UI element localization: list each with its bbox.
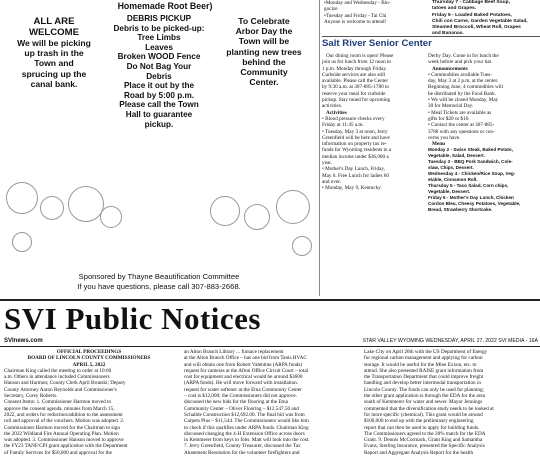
text-line: Chili con Carne, Garden Vegetable Salad, [432, 18, 528, 24]
text-line: cerns you have. [428, 134, 461, 141]
text-line: in Kemmerer from keys to fobs. Matt will look into the cost. [184, 437, 310, 444]
flyer-line: Broken WOOD Fence [117, 52, 201, 62]
text-line: request for water softener at the Etna Community Center [184, 386, 302, 393]
text-line: Cordon Bleu, Cheesy Potatoes, Vegetable, [428, 201, 521, 207]
text-line: Vegetable, Dessert. [428, 189, 471, 195]
flyer-line: Community [240, 67, 288, 78]
senior-center-title: Salt River Senior Center [322, 38, 432, 49]
flower-doodle [40, 196, 64, 220]
text-line: Hanson and Harmon; County Clerk April Brunski; Deputy [4, 380, 126, 387]
text-line: $100,000 to end up with the preliminary engineering [364, 418, 474, 425]
flyer-line: behind the [242, 56, 286, 67]
text-line: join us for lunch from 12 noon to [322, 59, 392, 66]
text-line: funds for Wyoming residents in a [322, 147, 392, 154]
section-rule [322, 36, 540, 37]
flower-doodle [6, 182, 38, 214]
flyer-line: Tree Limbs [137, 33, 181, 43]
flyer-right-block [212, 16, 316, 87]
text-line: Thursday 7 - Cabbage Beef Soup, [432, 0, 510, 5]
text-line: roll and approval of the vouchers. Motion was adopted. 2. [4, 418, 125, 425]
flyer-line: Please call the Town [119, 100, 199, 110]
text-line: Monday 2 - Swiss Steak, Baked Potato, [428, 147, 514, 153]
masthead-site: SVInews.com [4, 338, 43, 344]
flyer-line: Town and [34, 58, 74, 69]
text-line: cost for equipment and electrical would be around $3600 [184, 374, 303, 381]
text-line: gifts for $20 or $10. [428, 115, 470, 122]
text-line: by 9:30 a.m. at 307-885-1780 to [322, 84, 389, 91]
text-line: Carpets Plus – $11,544. The Commissioners would like him [184, 418, 309, 425]
flyer-line: Town will be [238, 36, 290, 47]
text-line: Report and Aggregate Analysis Report for the health [364, 449, 474, 456]
flyer-line: Leaves [145, 42, 173, 52]
masthead-rule-bottom [0, 346, 540, 347]
flyer-line: Place it out by the [123, 81, 195, 91]
text-line: • Mother's Day Lunch, Friday, [322, 166, 385, 173]
text-line: May 6. Free Lunch for ladies 60 [322, 172, 389, 179]
notice-heading: OFFICIAL PROCEEDINGS [56, 349, 122, 355]
text-line: County Attorney Aaron Reynolds and Commissioner's [4, 386, 117, 393]
text-line: (ARPA funds). He will move forward with installation. [184, 380, 299, 387]
text-line: • Meal Tickets are available as [428, 109, 492, 116]
text-line: and Bananas. [432, 31, 464, 37]
text-line: the Transportation Department that could improve freight [364, 374, 484, 381]
text-line: was adopted. 3. Commissioner Hanson moved to approve [4, 437, 124, 444]
text-line: Abatement Resolution for the volunteer firefighters and [184, 449, 300, 456]
text-line: Bread, Strawberry Shortcake. [428, 207, 493, 213]
text-line: Thursday 5 - Taco Salad, Corn chips, [428, 183, 509, 189]
flyer-line: ALL ARE [33, 16, 75, 27]
flyer-line: pickup. [144, 119, 174, 129]
flyer-line: Center. [249, 77, 279, 88]
text-line: Friday 6 - Mother's Day Lunch, Chicken [428, 195, 514, 201]
text-line: be distributed by the Food Bank. [428, 90, 497, 97]
text-line: The Commissioners agreed to the 20% match for the EDA [364, 430, 486, 437]
activities-snippet [324, 0, 424, 25]
text-line: and over. [322, 178, 342, 185]
text-line: • Commodities available Tues- [428, 71, 492, 78]
text-line: year. [322, 160, 332, 167]
text-line: the other grant application is through the EDA for the area [364, 393, 486, 400]
text-line: discussed changing the 4-H Extension Office across doors [184, 430, 305, 437]
flyer-line: canal bank. [30, 78, 78, 89]
text-line: slaw, Chips, Dessert. [428, 165, 474, 171]
text-line: Lincoln County. The funds can only be used for planning; [364, 386, 485, 393]
text-line: tatoes and Grapes. [432, 6, 477, 12]
flyer-debris-block [104, 14, 214, 129]
text-line: – cost is $12,000; the Commissioners did not approve. [184, 393, 297, 400]
text-line: commented that the diversification study needs to be looked at [364, 405, 494, 412]
menu-heading: Menu [432, 141, 445, 148]
text-line: •Tuesday and Friday - Tai Chi [324, 12, 387, 19]
text-line: the FY23 TANF/CPI grant application with the Department [4, 443, 128, 450]
text-line: 3780 with any questions or con- [428, 128, 495, 135]
event-flyer [0, 0, 318, 296]
text-line: the 2022 Wildland Fire Annual Operating Plan. Motion [4, 430, 119, 437]
text-line: information on property tax re- [322, 141, 387, 148]
text-line: Greenfield will be here and have [322, 134, 390, 141]
text-line: available. Please call the Center [322, 78, 389, 85]
text-line: report that can then be used to apply for building funds. [364, 424, 480, 431]
text-line: • We will be closed Monday, May [428, 97, 499, 104]
text-line: Wednesday 4 - Chicken/Rice Soup, Veg- [428, 171, 516, 177]
text-line: Vegetable, Salad, Dessert. [428, 153, 485, 159]
text-line: Derby Day. Come in for lunch the [428, 53, 499, 59]
flyer-line: Hall to guarantee [125, 109, 193, 119]
text-line: pickup. Stay tuned for upcoming [322, 97, 391, 104]
text-line: • Tuesday, May 3 at noon, Jerry [322, 128, 388, 135]
flyer-line: Do Not Bag Your [126, 61, 192, 71]
text-line: Our dining room is open! Please [326, 53, 394, 59]
text-line: and will obtain one from Robert Valentine (ARPA funds) [184, 361, 303, 368]
notice-column-3 [364, 349, 536, 456]
activities-heading: Activities [326, 109, 347, 116]
text-line: handling and develop better intermodal transportation in [364, 380, 481, 387]
menu-snippet [432, 0, 540, 38]
notice-column-1 [4, 349, 174, 456]
text-line: •Monday and Wednesday - Bin- [324, 0, 391, 6]
column-divider [319, 0, 320, 296]
flower-doodle [244, 204, 270, 230]
senior-column-2 [428, 53, 536, 213]
text-line: a.m. Others in attendance included Commissioners [4, 374, 110, 381]
text-line: Friday at 11:45 a.m. [322, 122, 364, 129]
text-line: Consent Items: 1. Commissioner Harmon moved to [4, 399, 112, 406]
announcements-heading: Announcements [432, 65, 468, 72]
flyer-line: We will be picking [17, 38, 91, 48]
text-line: median income under $36,000 a [322, 153, 389, 160]
masthead-title: SVI Public Notices [4, 301, 261, 336]
text-line: 7. Jerry Greenfield, County Treasurer, discussed the Tax [184, 443, 301, 450]
text-line: gocize [324, 6, 338, 13]
senior-column-1 [322, 53, 422, 192]
text-line: etable, Cinnamon Roll. [428, 177, 478, 183]
text-line: for more specific (chemical). This grant would be around [364, 411, 483, 418]
text-line: of Family Services for $50,000 and approval for the [4, 449, 112, 456]
flower-doodle [210, 196, 240, 226]
flyer-left-block [2, 16, 106, 89]
text-line: day, May 3 at 2 p.m. at the center. [428, 78, 499, 85]
text-line: Commissioner Harmon moved for the Chairman to sign [4, 424, 120, 431]
flyer-line: Arbor Day the [235, 26, 293, 37]
text-line: Lake City on April 26th with the US Department of Energy [364, 349, 488, 355]
flyer-sponsor: Sponsored by Thayne Beautification Committee [78, 272, 240, 281]
text-line: activities. [322, 103, 343, 110]
flower-doodle [68, 186, 104, 222]
text-line: to check if this qualifies under ARPA funds. Chairman King [184, 424, 309, 431]
text-line: for regional carbon management and applying for carbon [364, 355, 483, 362]
notice-heading: BOARD OF LINCOLN COUNTY COMMISSIONERS [27, 355, 151, 362]
text-line: Steamed Broccoli, Wheat Roll, Grapes [432, 25, 521, 31]
text-line: 1 p.m. Monday through Friday. [322, 65, 387, 72]
text-line: week before and pick your hat. [428, 59, 493, 66]
text-line: Friday 6 - Loaded Baked Potatoes, [432, 12, 512, 18]
flower-doodle [100, 206, 122, 228]
senior-menu [428, 147, 536, 213]
text-line: reserve your meal for curbside [322, 90, 386, 97]
text-line: Chairman King called the meeting to order at 10:00 [4, 367, 112, 374]
flyer-line: sprucing up the [21, 68, 87, 79]
text-line: • Contact the center at 307-885- [428, 122, 495, 129]
flower-doodle [12, 232, 32, 252]
flyer-contact: If you have questions, please call 307-883-2668. [77, 282, 241, 291]
text-line: Beginning June, 4 commodities will [428, 84, 504, 91]
notice-heading: APRIL 5, 2022 [72, 361, 106, 368]
text-line: 2022, and orders for reduction/addition to the assessment [4, 411, 123, 418]
text-line: Secretary, Corey Roberts. [4, 393, 58, 400]
flyer-headline: Homemade Root Beer) [117, 1, 213, 11]
text-line: south of Kemmerer for water and sewer. Mayor Jennings [364, 399, 483, 406]
text-line: approve the consent agenda, minutes from March 15, [4, 405, 115, 412]
text-line: 30 for Memorial Day. [428, 103, 474, 110]
flyer-footer [0, 272, 318, 292]
masthead-dateline: STAR VALLEY WYOMING WEDNESDAY, APRIL 27, 2022 SVI MEDIA - 16A [362, 338, 538, 344]
flyer-line: To Celebrate [238, 16, 290, 26]
text-line: Schaible Construction $12,692.00. The final bid was from [184, 411, 305, 418]
text-line: storage. It would be useful for the Mine Exxon, etc. to [364, 361, 477, 368]
flyer-line: Road by 5:00 p.m. [123, 90, 195, 100]
flyer-line: up trash in the [24, 48, 84, 59]
flyer-line: Debris to be picked-up: [113, 23, 205, 33]
text-line: request for cameras at the Afton Office Circuit Court – total [184, 367, 309, 374]
text-line: an Alton Branch Library ... furnace replacement [184, 349, 284, 355]
text-line: Community Center – Oliver Flooring – $12,547.50 and [184, 405, 299, 412]
text-line: Grant. 9. Dennis McCormack, Grant King and Samantha [364, 437, 483, 444]
text-line: • Blood pressure checks every [322, 115, 385, 122]
text-line: attend. She also presented RAISE grant information from [364, 367, 484, 374]
text-line: Evans, Sterling Insurance, presented the Specific Analysis [364, 443, 485, 450]
flower-doodle [292, 236, 312, 256]
flyer-line: Debris [146, 71, 172, 81]
text-line: Anyone is welcome to attend! [324, 18, 387, 25]
flyer-line: DEBRIS PICKUP [126, 14, 192, 23]
notice-column-2 [184, 349, 354, 456]
text-line: Tuesday 3 - BBQ Pork Sandwich, Cole- [428, 159, 513, 165]
text-line: at the Alton Branch Office – has one bid from Tanis HVAC [184, 355, 307, 362]
flower-doodle [276, 190, 310, 224]
text-line: discussed the new bids for the flooring at the Etna [184, 399, 288, 406]
text-line: Curbside services are also still [322, 71, 386, 78]
text-line: • Monday, May 9, Kentucky [322, 185, 381, 192]
flyer-line: WELCOME [28, 27, 80, 38]
flyer-line: planting new trees [226, 46, 302, 57]
